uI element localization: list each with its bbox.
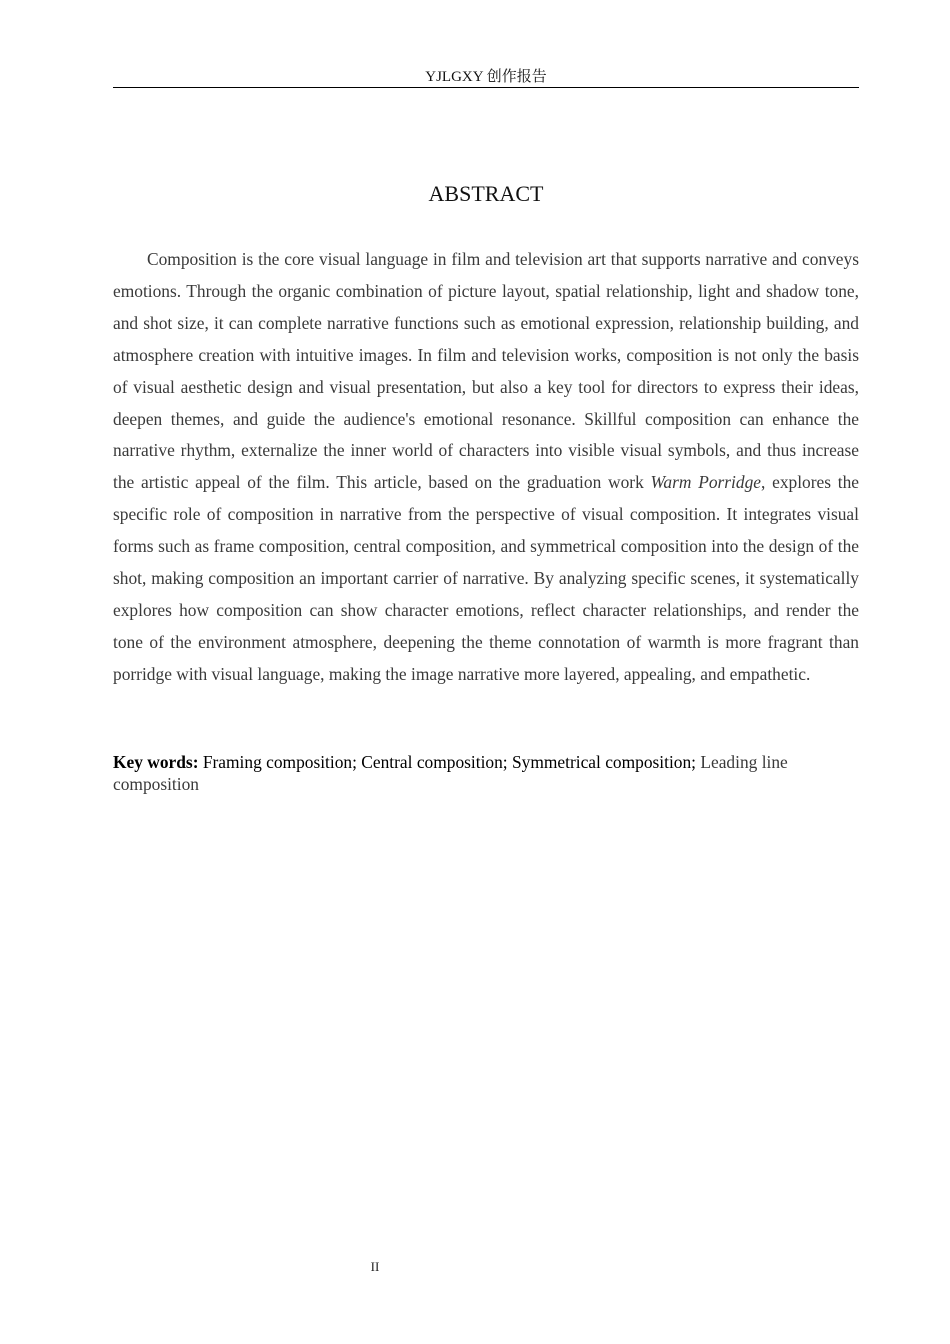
keywords-line [113, 751, 863, 795]
work-title: Warm Porridge [650, 472, 761, 493]
abstract-text-part1: Composition is the core visual language in film and television art that supports narrative and conveys emotions. Through the organic combination of picture layout, spatial relationship, light and shadow tone, and shot size, it can complete narrative functions such as emotional expression, relationship building, and atmosphere creation with intuitive images. In film and television works, composition is not only the basis of visual aesthetic design and visual presentation, but also a key tool for directors to express their ideas, deepen themes, and guide the audience's emotional resonance. Skillful composition can enhance the narrative rhythm, externalize the inner world of characters into visible visual symbols, and thus increase the artistic appeal of the film. This article, based on the graduation work [113, 249, 859, 493]
abstract-title: ABSTRACT [428, 181, 544, 206]
keywords-label: Key words: [113, 752, 199, 772]
keywords-items: Framing composition; Central composition; Symmetrical composition; [198, 752, 701, 772]
abstract-text-part2: , explores the specific role of composition in narrative from the perspective of visual composition. It integrates visual forms such as frame composition, central composition, and symmetrical composition into the design of the shot, making composition an important carrier of narrative. By analyzing specific scenes, it systematically explores how composition can show character emotions, reflect character relationships, and render the tone of the environment atmosphere, deepening the theme connotation of warmth is more fragrant than porridge with visual language, making the image narrative more layered, appealing, and empathetic. [113, 472, 860, 684]
running-header-text: YJLGXY 创作报告 [425, 69, 547, 85]
abstract-body [113, 244, 859, 691]
page-number: II [370, 1259, 380, 1274]
keywords-last-item: Leading line composition [113, 752, 788, 794]
running-header [113, 67, 859, 88]
